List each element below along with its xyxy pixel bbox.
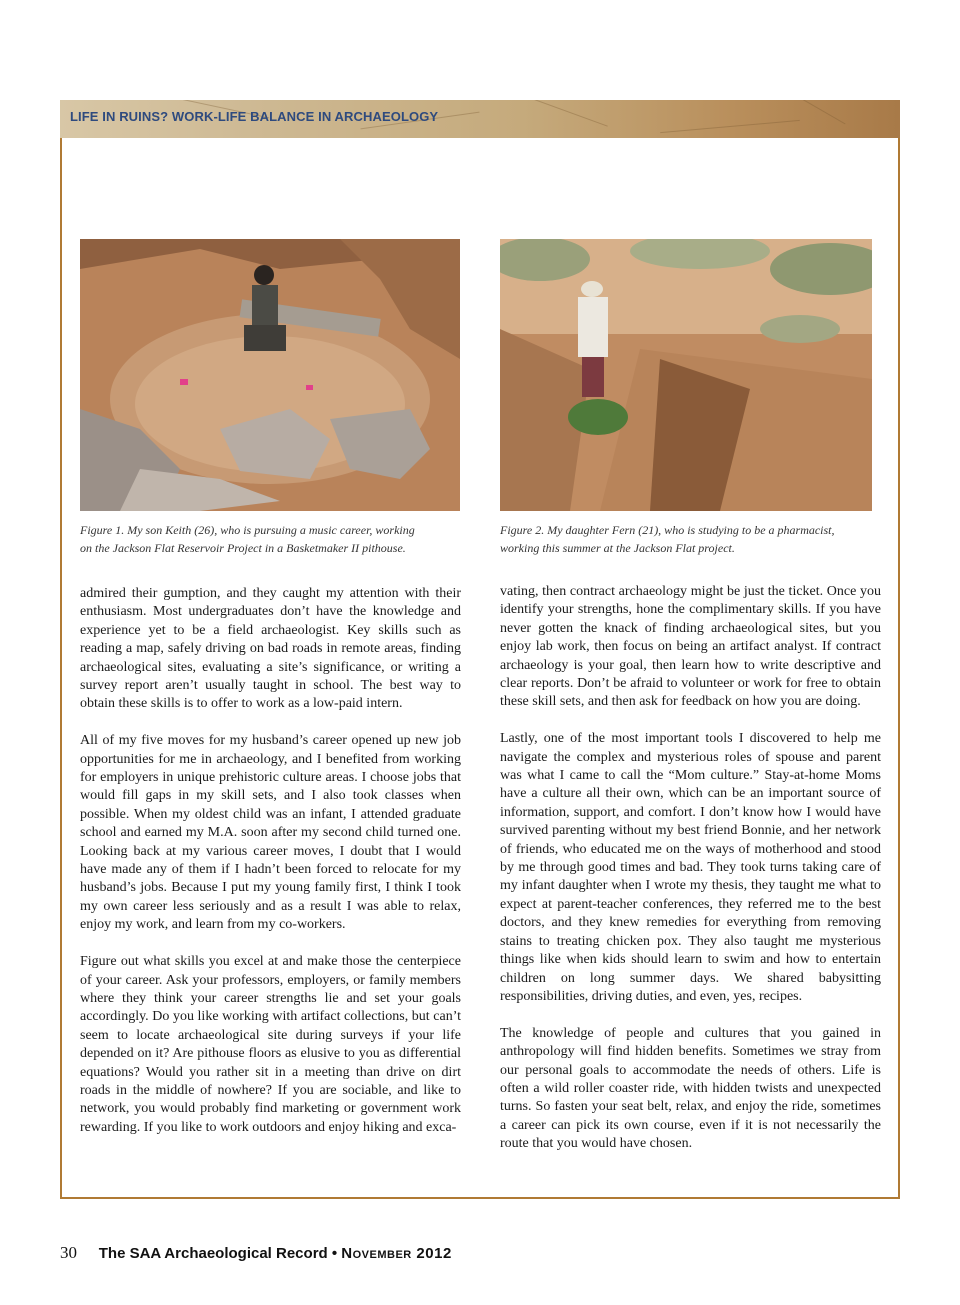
figure-2-caption xyxy=(500,521,890,557)
paragraph: admired their gumption, and they caught my attention with their enthusiasm. Most undergraduates don’t have the knowledge and experience yet to be a field archaeologist. Key skills such as reading a map, safely driving on bad roads in remote areas, finding archaeological sites, evaluating a site’s significance, or writing a survey report aren’t usually taught in school. The best way to obtain these skills is to offer to work as a low-paid intern. xyxy=(80,586,461,712)
paragraph: All of my five moves for my husband’s career opened up new job opportunities for me in archaeology, and I benefited from working for employers in unique prehistoric culture areas. I choose jobs that would fill gaps in my skill sets, and I also took classes when possible. When my oldest child was an infant, I attended graduate school and earned my M.A. soon after my second child turned one. Looking back at my various career moves, I doubt that I would have made any of them if I hadn’t been forced to relocate for my husband’s jobs. Because I put my young family first, I think I took my own career less seriously and as a result I was able to relax, enjoy my work, and learn from my co-workers. xyxy=(80,733,461,933)
section-title: LIFE IN RUINS? WORK-LIFE BALANCE IN ARCHAEOLOGY xyxy=(70,109,439,124)
figure-1-caption-line: on the Jackson Flat Reservoir Project in a Basketmaker II pithouse. xyxy=(80,541,406,555)
right-column xyxy=(500,583,881,1154)
figure-1-caption xyxy=(80,521,465,557)
paragraph: vating, then contract archaeology might be just the ticket. Once you identify your strengths, hone the complimentary skills. If you have never gotten the knack of finding archaeological sites, but you enjoy lab work, then focus on being an artifact analyst. If contract archaeology is your goal, then learn how to write descriptive and clear reports. Don’t be afraid to volunteer or work for free to obtain these skill sets, and then ask for feedback on how you are doing. xyxy=(500,584,881,710)
footer-separator: • xyxy=(327,1245,342,1262)
paragraph: Lastly, one of the most important tools I discovered to help me navigate the complex and mysterious roles of spouse and parent was what I came to call the “Mom culture.” Stay-at-home Moms have a culture all their own, which can be an important source of information, support, and comfort. I don’t know how I would have survived parenting without my best friend Bonnie, and her network of friends, who educated me on the ways of motherhood and stood by me through good times and bad. They took turns taking care of my infant daughter when I wrote my thesis, they taught me what to expect at parent-teacher conferences, they referred me to the best doctors, and they knew remedies for everything from removing stains to treating chicken pox. They also taught me mysterious things like when kids should learn to swim and how to entertain children on long summer days. We shared babysitting responsibilities, driving duties, and even, yes, recipes. xyxy=(500,731,881,1004)
publication-name: The SAA Archaeological Record xyxy=(98,1245,328,1262)
figure-1-photo xyxy=(80,239,460,511)
page-number: 30 xyxy=(60,1243,77,1262)
issue-date: November 2012 xyxy=(341,1245,452,1262)
figure-2-caption-line: Figure 2. My daughter Fern (21), who is studying to be a pharmacist, xyxy=(500,523,835,537)
paragraph: Figure out what skills you excel at and make those the centerpiece of your career. Ask your professors, employers, or family members where they think your career strengths lie and set your goals accordingly. Do you like working with artifact collections, but can’t seem to locate archaeological site during surveys if your life depended on it? Are pithouse floors as elusive to you as differential equations? Would you rather sit in a meeting than drive on dirt roads in the middle of nowhere? If you are sociable, and like to network, you would probably find marketing or government work rewarding. If you like to work outdoors and enjoy hiking and exca- xyxy=(80,954,461,1135)
figure-1-caption-line: Figure 1. My son Keith (26), who is pursuing a music career, working xyxy=(80,523,415,537)
paragraph: The knowledge of people and cultures that you gained in anthropology will find hidden benefits. Sometimes we stray from our personal goals to accommodate the needs of others. Life is often a wild roller coaster ride, with hidden twists and unexpected turns. So fasten your seat belt, relax, and enjoy the ride, sometimes a career can pick its own course, even if it is not necessarily the route that you would have chosen. xyxy=(500,1025,881,1152)
left-column xyxy=(80,585,461,1137)
section-banner xyxy=(60,100,900,138)
figure-2-photo xyxy=(500,239,872,511)
page-footer xyxy=(60,1243,452,1263)
figure-2-caption-line: working this summer at the Jackson Flat project. xyxy=(500,541,735,555)
